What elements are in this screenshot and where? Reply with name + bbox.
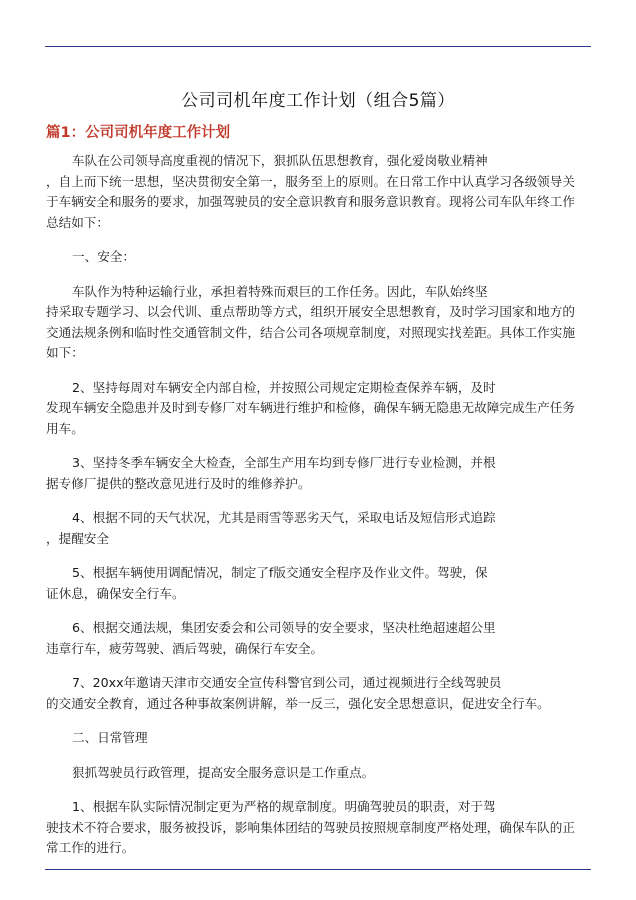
paragraph-line: 驶技术不符合要求，服务被投诉，影响集体团结的驾驶员按照规章制度严格处理，确保车队的正 (46, 819, 575, 835)
paragraph-line: 总结如下： (46, 214, 109, 230)
paragraph-line: 持采取专题学习、以会代训、重点帮助等方式，组织开展安全思想教育，及时学习国家和地方的 (46, 304, 575, 319)
paragraph (46, 797, 594, 859)
paragraph-line: 7、20xx年邀请天津市交通安全宣传科警官到公司，通过视频进行全线驾驶员 (72, 675, 502, 690)
paragraph (46, 247, 594, 268)
paragraph (46, 378, 594, 440)
paragraph-line: 用车。 (46, 420, 84, 436)
paragraph-line: 4、根据不同的天气状况，尤其是雨雪等恶劣天气，采取电话及短信形式追踪 (72, 510, 496, 525)
paragraph-line: 一、安全： (72, 249, 135, 264)
paragraph-line: 二、日常管理 (72, 730, 148, 745)
paragraph-line: 3、坚持冬季车辆安全大检查，全部生产用车均到专修厂进行专业检测，并根 (72, 455, 496, 470)
document-title: 公司司机年度工作计划（组合5篇） (181, 91, 455, 111)
document-body (46, 151, 594, 873)
paragraph-line: ，提醒安全 (46, 530, 109, 546)
paragraph-line: 如下： (46, 345, 84, 360)
paragraph-line: 常工作的进行。 (46, 840, 135, 855)
paragraph-line: 违章行车，疲劳驾驶、酒后驾驶，确保行车安全。 (46, 640, 324, 656)
paragraph (46, 151, 594, 233)
bottom-rule (45, 869, 591, 870)
paragraph-line: 证休息，确保安全行车。 (46, 585, 185, 601)
paragraph (46, 508, 594, 549)
top-rule (45, 46, 591, 47)
paragraph-line: 据专修厂提供的整改意见进行及时的维修养护。 (46, 475, 311, 491)
paragraph (46, 728, 594, 749)
paragraph (46, 673, 594, 714)
paragraph (46, 763, 594, 784)
paragraph-line: 的交通安全教育，通过各种事故案例讲解，举一反三，强化安全思想意识，促进安全行车。 (46, 695, 550, 711)
paragraph-line: 狠抓驾驶员行政管理，提高安全服务意识是工作重点。 (72, 764, 375, 780)
paragraph-line: 1、根据车队实际情况制定更为严格的规章制度。明确驾驶员的职责，对于驾 (72, 799, 496, 814)
paragraph-line: 5、根据车辆使用调配情况，制定了f版交通安全程序及作业文件。驾驶，保 (72, 565, 488, 580)
paragraph (46, 453, 594, 494)
paragraph-line: 发现车辆安全隐患并及时到专修厂对车辆进行维护和检修，确保车辆无隐患无故障完成生产任务 (46, 400, 575, 415)
paragraph-line: 6、根据交通法规，集团安委会和公司领导的安全要求，坚决杜绝超速超公里 (72, 620, 496, 635)
paragraph-line: 2、坚持每周对车辆安全内部自检，并按照公司规定定期检查保养车辆，及时 (72, 379, 496, 395)
paragraph (46, 282, 594, 364)
paragraph-line: 车队作为特种运输行业，承担着特殊而艰巨的工作任务。因此，车队始终坚 (72, 283, 488, 299)
paragraph-line: ，自上而下统一思想，坚决贯彻安全第一，服务至上的原则。在日常工作中认真学习各级领导关 (46, 173, 575, 189)
paragraph-line: 于车辆安全和服务的要求，加强驾驶员的安全意识教育和服务意识教育。现将公司车队年终工作 (46, 194, 575, 209)
paragraph (46, 563, 594, 604)
paragraph (46, 618, 594, 659)
paragraph-line: 交通法规条例和临时性交通管制文件，结合公司各项规章制度，对照现实找差距。具体工作实施 (46, 324, 575, 340)
section-heading: 篇1：公司司机年度工作计划 (46, 125, 231, 141)
paragraph-line: 车队在公司领导高度重视的情况下，狠抓队伍思想教育，强化爱岗敬业精神 (72, 153, 488, 168)
